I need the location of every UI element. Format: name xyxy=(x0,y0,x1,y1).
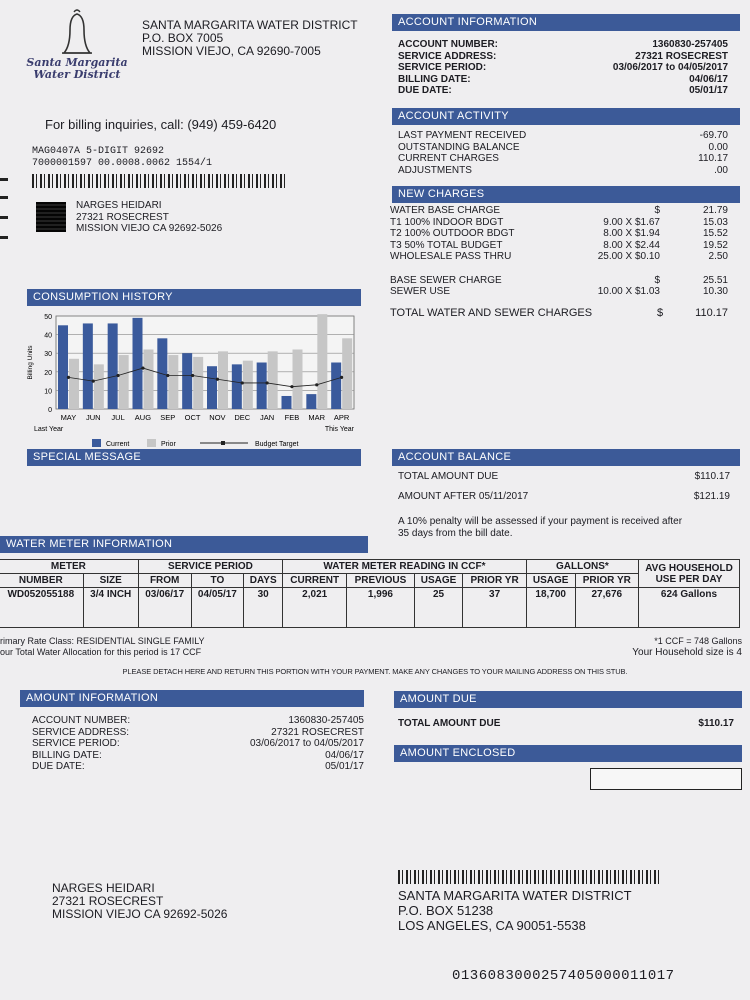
bar-current xyxy=(182,353,192,409)
x-tick-label: FEB xyxy=(284,413,300,422)
sewer-charge-row xyxy=(390,275,728,287)
stub-info-row xyxy=(32,761,364,773)
scan-line: 0136083000257405000011017 xyxy=(452,968,675,984)
remit-name: SANTA MARGARITA WATER DISTRICT xyxy=(398,888,632,903)
bell-icon xyxy=(22,8,132,58)
col-days: DAYS xyxy=(244,574,283,588)
x-tick-label: NOV xyxy=(209,413,226,422)
bar-current xyxy=(58,325,68,409)
budget-point xyxy=(265,381,268,384)
value: 110.17 xyxy=(698,153,728,164)
value: 05/01/17 xyxy=(325,761,364,772)
bar-prior xyxy=(243,361,253,409)
y-tick-label: 20 xyxy=(44,369,52,377)
x-tick-label: OCT xyxy=(184,413,201,422)
total-due-row xyxy=(398,471,730,483)
activity-row xyxy=(398,165,728,177)
meter-note-row xyxy=(0,647,742,658)
value: 03/06/2017 to 04/05/2017 xyxy=(612,62,728,73)
account-info-header: ACCOUNT INFORMATION xyxy=(392,14,740,31)
logo-text-line2: Water District xyxy=(33,68,121,81)
water-charge-row xyxy=(390,228,728,240)
legend-budget-marker xyxy=(221,441,225,445)
meter-table xyxy=(0,559,740,628)
label: OUTSTANDING BALANCE xyxy=(398,141,520,153)
label: ACCOUNT NUMBER: xyxy=(32,715,131,726)
account-info-row xyxy=(398,85,728,97)
y-tick-label: 40 xyxy=(44,332,52,340)
account-activity-panel xyxy=(398,130,728,176)
logo-text-line1: Santa Margarita xyxy=(26,56,128,69)
col-prior-yr: PRIOR YR xyxy=(463,574,526,588)
group-gallons: GALLONS* xyxy=(526,560,638,574)
label: BILLING DATE: xyxy=(32,749,102,761)
legend-prior-label: Prior xyxy=(161,441,176,448)
sewer-charge-row xyxy=(390,286,728,298)
amount-after-label: AMOUNT AFTER 05/11/2017 xyxy=(398,490,529,502)
activity-row xyxy=(398,153,728,165)
stub-customer-street: 27321 ROSECREST xyxy=(52,894,164,908)
bar-prior xyxy=(317,314,327,409)
charge-value: 21.79 xyxy=(702,205,728,216)
ccf-note: *1 CCF = 748 Gallons xyxy=(654,636,742,646)
period-from: 03/06/17 xyxy=(138,588,191,628)
gallons-prior: 27,676 xyxy=(575,588,638,628)
budget-point xyxy=(216,378,219,381)
period-to: 04/05/17 xyxy=(191,588,244,628)
label: DUE DATE: xyxy=(398,85,452,96)
meter-group-row xyxy=(0,560,740,574)
bar-prior xyxy=(193,357,203,409)
stub-customer-city: MISSION VIEJO CA 92692-5026 xyxy=(52,907,228,921)
group-avg: AVG HOUSEHOLD USE PER DAY xyxy=(639,560,740,588)
remit-city: LOS ANGELES, CA 90051-5538 xyxy=(398,918,586,933)
total-charges-value: 110.17 xyxy=(695,306,728,319)
margin-mark xyxy=(0,216,8,219)
x-tick-label: JUN xyxy=(85,413,101,422)
legend-current-label: Current xyxy=(106,441,130,448)
new-charges-panel xyxy=(390,205,728,319)
value: 27321 ROSECREST xyxy=(635,50,728,62)
mail-code-line2: 7000001597 00.0008.0062 1554/1 xyxy=(32,158,213,169)
reading-usage: 25 xyxy=(414,588,463,628)
stub-info-row xyxy=(32,750,364,762)
charge-label: WHOLESALE PASS THRU xyxy=(390,251,512,262)
label: ADJUSTMENTS xyxy=(398,164,472,176)
charge-value: 25.51 xyxy=(702,274,728,286)
stub-total-due-value: $110.17 xyxy=(698,718,734,729)
x-tick-label: APR xyxy=(333,413,350,422)
stub-customer-address xyxy=(52,882,227,921)
label: CURRENT CHARGES xyxy=(398,153,499,164)
period-days: 30 xyxy=(244,588,283,628)
x-tick-label: MAY xyxy=(60,413,77,422)
charge-value: 19.52 xyxy=(702,239,728,251)
budget-point xyxy=(166,374,169,377)
mail-code-line1: MAG0407A 5-DIGIT 92692 xyxy=(32,146,165,157)
value: 1360830-257405 xyxy=(288,715,364,726)
this-year-label: This Year xyxy=(324,426,354,433)
bar-current xyxy=(133,318,143,409)
billing-inquiries: For billing inquiries, call: (949) 459-6420 xyxy=(45,117,277,132)
y-tick-label: 10 xyxy=(44,388,52,396)
stub-amount-due-header: AMOUNT DUE xyxy=(394,691,742,708)
legend-budget-label: Budget Target xyxy=(255,441,299,448)
col-from: FROM xyxy=(138,574,191,588)
margin-mark xyxy=(0,196,8,199)
budget-point xyxy=(141,366,144,369)
amount-enclosed-field[interactable] xyxy=(590,768,742,790)
legend-prior-swatch xyxy=(147,439,156,447)
bar-prior xyxy=(94,364,104,409)
customer-name: NARGES HEIDARI xyxy=(76,200,162,211)
charge-rate: 25.00 X $0.10 xyxy=(597,251,660,262)
bar-current xyxy=(257,363,267,410)
charge-rate: 8.00 X $1.94 xyxy=(603,228,660,239)
group-service-period: SERVICE PERIOD xyxy=(138,560,282,574)
label: SERVICE PERIOD: xyxy=(398,62,487,73)
water-charge-row xyxy=(390,251,728,263)
col-gallons-prior: PRIOR YR xyxy=(575,574,638,588)
budget-point xyxy=(92,380,95,383)
bar-current xyxy=(331,363,341,410)
x-tick-label: SEP xyxy=(160,413,176,422)
charge-label: BASE SEWER CHARGE xyxy=(390,274,502,286)
district-address xyxy=(142,19,358,58)
budget-point xyxy=(241,381,244,384)
y-tick-label: 0 xyxy=(48,407,52,414)
district-logo xyxy=(22,8,132,80)
bar-prior xyxy=(168,355,178,409)
total-charges-row xyxy=(390,308,728,320)
bar-current xyxy=(108,323,118,409)
total-charges-label: TOTAL WATER AND SEWER CHARGES xyxy=(390,306,593,319)
value: 05/01/17 xyxy=(689,85,728,96)
x-tick-label: JUL xyxy=(111,413,125,422)
district-city: MISSION VIEJO, CA 92690-7005 xyxy=(142,44,321,58)
charge-value: 15.52 xyxy=(702,228,728,239)
total-charges-currency: $ xyxy=(657,306,664,319)
value: 03/06/2017 to 04/05/2017 xyxy=(250,738,364,749)
district-name: SANTA MARGARITA WATER DISTRICT xyxy=(142,18,358,32)
reading-current: 2,021 xyxy=(283,588,347,628)
charge-label: WATER BASE CHARGE xyxy=(390,205,501,216)
water-charges xyxy=(390,205,728,263)
water-charge-row xyxy=(390,205,728,217)
consumption-history-header: CONSUMPTION HISTORY xyxy=(27,289,361,306)
account-balance-header: ACCOUNT BALANCE xyxy=(392,449,740,466)
rate-class: rimary Rate Class: RESIDENTIAL SINGLE FAMILY xyxy=(0,636,205,646)
charge-value: 10.30 xyxy=(702,286,728,297)
customer-address xyxy=(76,200,222,235)
budget-point xyxy=(191,374,194,377)
charge-rate: 8.00 X $2.44 xyxy=(603,239,660,251)
charge-label: T1 100% INDOOR BDGT xyxy=(390,216,504,228)
penalty-note-2: 35 days from the bill date. xyxy=(398,527,513,539)
detach-note: PLEASE DETACH HERE AND RETURN THIS PORTION WITH YOUR PAYMENT. MAKE ANY CHANGES TO YOUR MAILING ADDRESS ON THIS STUB. xyxy=(122,667,628,676)
col-usage: USAGE xyxy=(414,574,463,588)
2d-barcode xyxy=(36,202,66,232)
meter-size: 3/4 INCH xyxy=(83,588,138,628)
y-axis-label: Billing Units xyxy=(27,345,34,380)
meter-notes xyxy=(0,636,742,658)
value: -69.70 xyxy=(699,130,728,141)
account-info-row xyxy=(398,74,728,86)
budget-point xyxy=(340,376,343,379)
charge-rate: 9.00 X $1.67 xyxy=(603,216,660,228)
bar-prior xyxy=(342,338,352,409)
charge-label: T2 100% OUTDOOR BDGT xyxy=(390,228,515,239)
avg-household-use: 624 Gallons xyxy=(639,588,740,628)
label: LAST PAYMENT RECEIVED xyxy=(398,130,527,141)
amount-after-value: $121.19 xyxy=(693,490,730,502)
group-meter: METER xyxy=(0,560,138,574)
stub-info-row xyxy=(32,715,364,727)
value: .00 xyxy=(714,164,728,176)
water-allocation: our Total Water Allocation for this period is 17 CCF xyxy=(0,647,202,657)
bar-current xyxy=(306,394,316,409)
activity-row xyxy=(398,130,728,142)
account-info-row xyxy=(398,51,728,63)
meter-note-row xyxy=(0,636,742,647)
label: BILLING DATE: xyxy=(398,73,471,85)
label: ACCOUNT NUMBER: xyxy=(398,39,498,50)
new-charges-header: NEW CHARGES xyxy=(392,186,740,203)
mail-code xyxy=(32,146,212,170)
bar-current xyxy=(282,396,292,409)
bar-prior xyxy=(268,351,278,409)
household-size: Your Household size is 4 xyxy=(632,647,742,658)
activity-row xyxy=(398,142,728,154)
stub-amount-info-header: AMOUNT INFORMATION xyxy=(20,690,364,707)
charge-value: 15.03 xyxy=(702,216,728,228)
label: SERVICE ADDRESS: xyxy=(32,726,130,738)
charge-rate: 10.00 X $1.03 xyxy=(597,286,660,297)
col-gallons-usage: USAGE xyxy=(526,574,575,588)
bar-prior xyxy=(293,349,303,409)
total-due-value: $110.17 xyxy=(694,471,730,482)
x-tick-label: AUG xyxy=(134,413,152,422)
reading-previous: 1,996 xyxy=(347,588,414,628)
value: 0.00 xyxy=(708,141,728,153)
charge-value: 2.50 xyxy=(708,251,728,262)
bar-prior xyxy=(144,349,154,409)
meter-col-row xyxy=(0,574,740,588)
value: 04/06/17 xyxy=(325,749,364,761)
charge-rate: $ xyxy=(654,205,660,216)
col-to: TO xyxy=(191,574,244,588)
margin-mark xyxy=(0,236,8,239)
bar-prior xyxy=(69,359,79,409)
last-year-label: Last Year xyxy=(34,426,64,433)
col-previous: PREVIOUS xyxy=(347,574,414,588)
x-tick-label: MAR xyxy=(308,413,326,422)
bar-prior xyxy=(119,355,129,409)
account-info-row xyxy=(398,62,728,74)
consumption-chart xyxy=(22,308,362,463)
account-info-panel xyxy=(398,39,728,97)
account-info-row xyxy=(398,39,728,51)
bar-current xyxy=(207,366,217,409)
stub-total-due-label: TOTAL AMOUNT DUE xyxy=(398,718,501,729)
bar-current xyxy=(83,323,93,409)
remit-barcode xyxy=(398,870,660,884)
water-charge-row xyxy=(390,240,728,252)
budget-point xyxy=(116,374,119,377)
stub-amount-info-panel xyxy=(32,715,364,773)
sewer-charges xyxy=(390,275,728,298)
col-size: SIZE xyxy=(83,574,138,588)
budget-point xyxy=(67,376,70,379)
label: DUE DATE: xyxy=(32,761,85,772)
account-activity-header: ACCOUNT ACTIVITY xyxy=(392,108,740,125)
budget-point xyxy=(315,383,318,386)
group-reading: WATER METER READING IN CCF* xyxy=(283,560,527,574)
meter-info-header: WATER METER INFORMATION xyxy=(0,536,368,553)
margin-mark xyxy=(0,178,8,181)
stub-info-row xyxy=(32,727,364,739)
special-message-header: SPECIAL MESSAGE xyxy=(27,449,361,466)
meter-number: WD052055188 xyxy=(0,588,83,628)
customer-street: 27321 ROSECREST xyxy=(76,211,169,223)
col-number: NUMBER xyxy=(0,574,83,588)
x-tick-label: DEC xyxy=(234,413,251,422)
total-due-label: TOTAL AMOUNT DUE xyxy=(398,471,499,482)
y-tick-label: 50 xyxy=(44,314,52,321)
budget-point xyxy=(290,385,293,388)
col-current: CURRENT xyxy=(283,574,347,588)
customer-city: MISSION VIEJO CA 92692-5026 xyxy=(76,223,223,234)
stub-customer-name: NARGES HEIDARI xyxy=(52,881,155,895)
remit-po-box: P.O. BOX 51238 xyxy=(398,903,494,918)
postal-barcode xyxy=(32,174,288,188)
label: SERVICE ADDRESS: xyxy=(398,50,497,62)
account-balance-panel xyxy=(398,471,730,539)
charge-label: SEWER USE xyxy=(390,286,451,297)
amount-enclosed-header: AMOUNT ENCLOSED xyxy=(394,745,742,762)
legend-current-swatch xyxy=(92,439,101,447)
charge-rate: $ xyxy=(654,274,660,286)
penalty-note-1: A 10% penalty will be assessed if your payment is received after xyxy=(398,516,683,527)
value: 04/06/17 xyxy=(689,73,728,85)
remit-address xyxy=(398,888,632,933)
district-po-box: P.O. BOX 7005 xyxy=(142,31,224,45)
water-charge-row xyxy=(390,217,728,229)
reading-prior-yr: 37 xyxy=(463,588,526,628)
charge-label: T3 50% TOTAL BUDGET xyxy=(390,239,503,251)
value: 1360830-257405 xyxy=(652,39,728,50)
bar-current xyxy=(232,364,242,409)
gallons-usage: 18,700 xyxy=(526,588,575,628)
value: 27321 ROSECREST xyxy=(271,726,364,738)
stub-info-row xyxy=(32,738,364,750)
y-tick-label: 30 xyxy=(44,351,52,359)
stub-total-due-row xyxy=(398,718,734,730)
label: SERVICE PERIOD: xyxy=(32,738,120,749)
amount-after-row xyxy=(398,491,730,503)
meter-data-row xyxy=(0,588,740,628)
x-tick-label: JAN xyxy=(259,413,275,422)
